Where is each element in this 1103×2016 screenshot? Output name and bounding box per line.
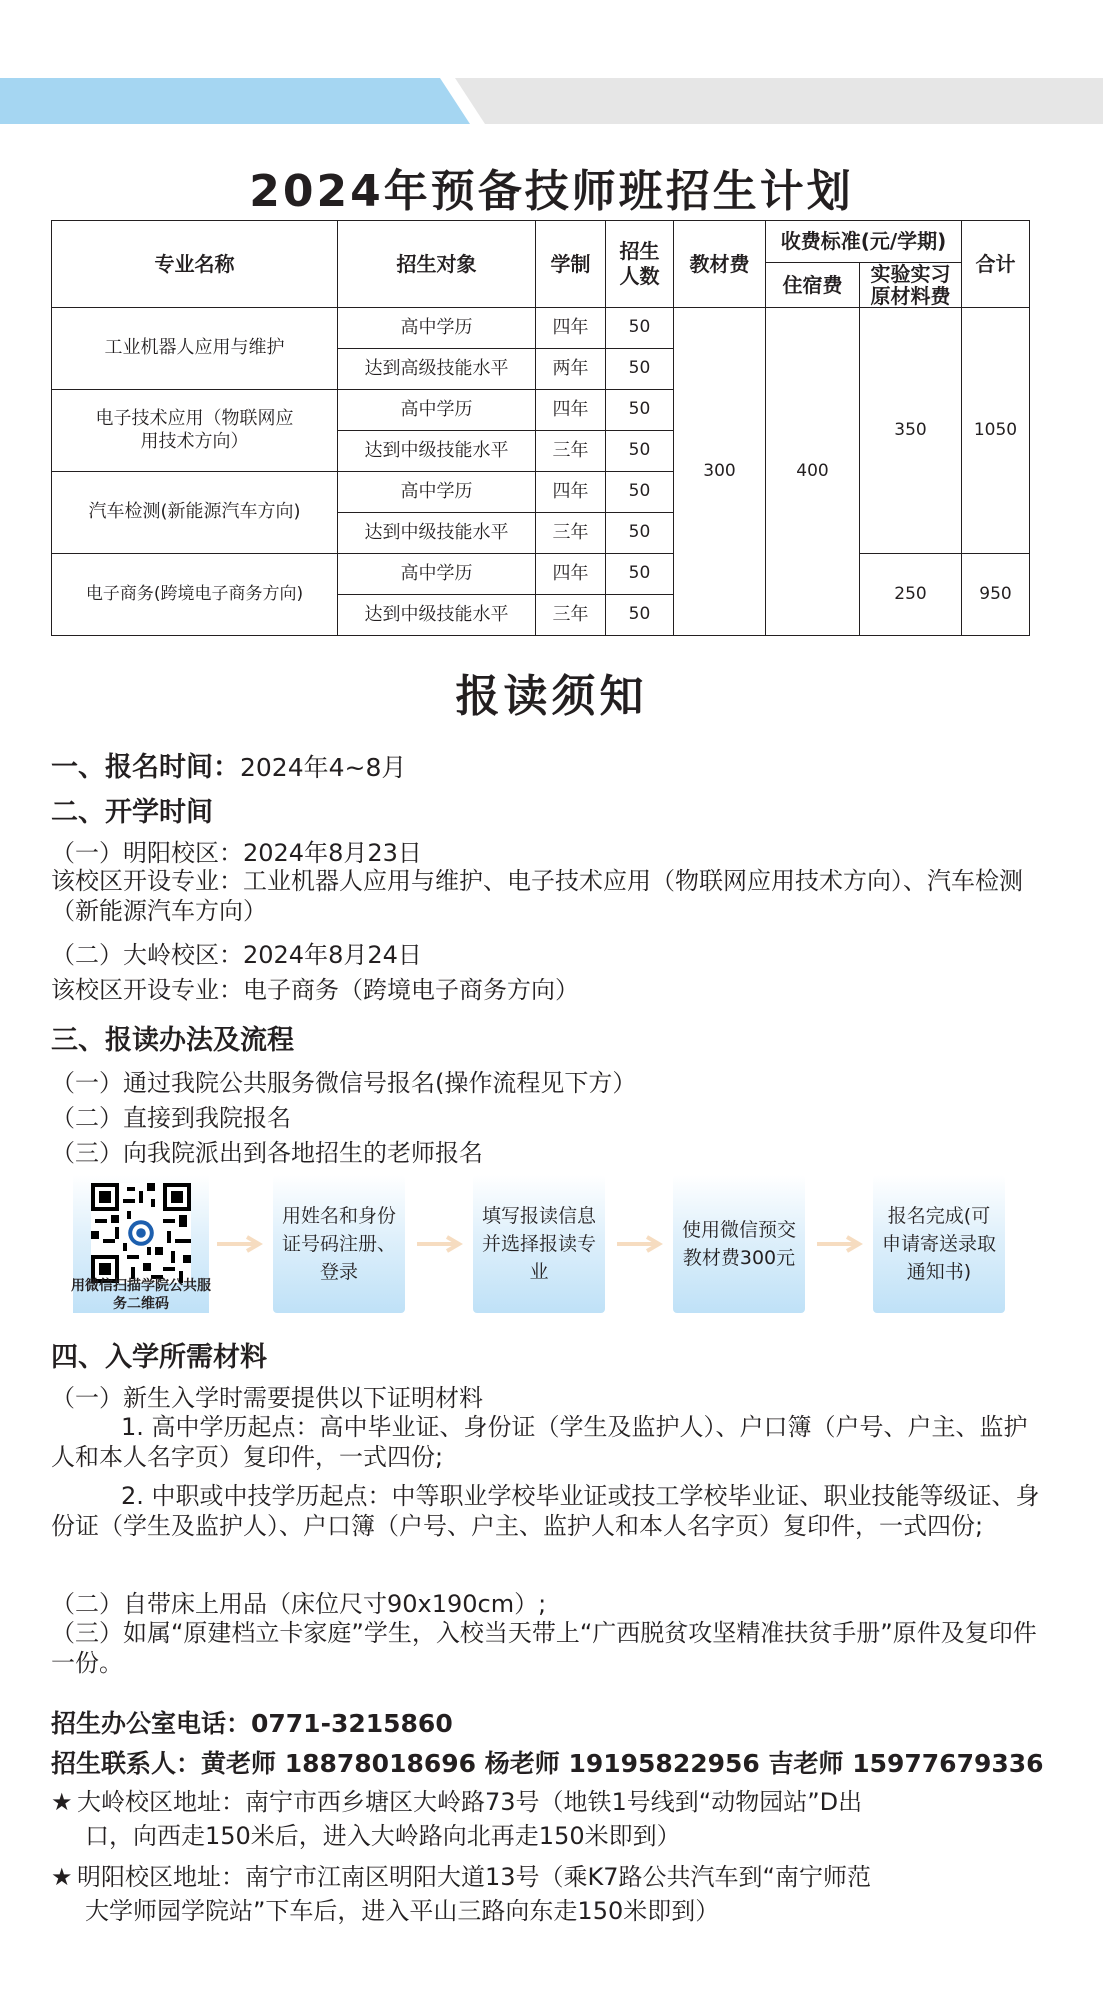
total-cell: 950 (962, 554, 1030, 636)
material-fee-cell: 350 (860, 308, 962, 554)
header-band-grey (455, 78, 1103, 124)
materials-item: 1. 高中学历起点：高中毕业证、身份证（学生及监护人）、户口簿（户号、户主、监护人和本人名字页）复印件，一式四份; (51, 1413, 1028, 1471)
textbook-fee-cell: 300 (674, 308, 766, 636)
table-row (52, 308, 1030, 349)
section-value: 2024年4~8月 (240, 753, 407, 782)
page-title: 2024年预备技师班招生计划 (249, 166, 854, 217)
step-fill-info: 填写报读信息并选择报读专业 (473, 1175, 605, 1313)
quota-cell: 50 (606, 595, 674, 636)
target-cell: 高中学历 (338, 308, 536, 349)
quota-cell: 50 (606, 513, 674, 554)
section-materials: 四、入学所需材料 (51, 1342, 267, 1373)
quota-cell: 50 (606, 431, 674, 472)
target-cell: 高中学历 (338, 390, 536, 431)
process-item: （二）直接到我院报名 (51, 1104, 291, 1132)
section-label: 一、报名时间： (51, 752, 240, 783)
materials-item: （二）自带床上用品（床位尺寸90x190cm）; (51, 1590, 547, 1618)
enrollment-plan-table (51, 220, 1030, 636)
arrow-right-icon (215, 1232, 265, 1256)
header-target: 招生对象 (338, 221, 536, 308)
duration-cell: 三年 (536, 595, 606, 636)
materials-item: （三）如属“原建档立卡家庭”学生，入校当天带上“广西脱贫攻坚精准扶贫手册”原件及复印件一份。 (51, 1619, 1037, 1677)
arrow-right-icon (815, 1232, 865, 1256)
target-cell: 达到中级技能水平 (338, 431, 536, 472)
duration-cell: 四年 (536, 308, 606, 349)
total-cell: 1050 (962, 308, 1030, 554)
arrow-right-icon (415, 1232, 465, 1256)
header-quota: 招生人数 (606, 221, 674, 308)
duration-cell: 四年 (536, 472, 606, 513)
material-fee-cell: 250 (860, 554, 962, 636)
header-band-blue (0, 78, 470, 124)
notice-title: 报读须知 (455, 671, 648, 722)
duration-cell: 三年 (536, 431, 606, 472)
quota-cell: 50 (606, 390, 674, 431)
target-cell: 达到中级技能水平 (338, 513, 536, 554)
campus-mingyang-date: （一）明阳校区：2024年8月23日 (51, 839, 422, 867)
admissions-contacts: 招生联系人：黄老师 18878018696 杨老师 19195822956 吉老师 15977679336 (51, 1749, 1044, 1778)
header-total: 合计 (962, 221, 1030, 308)
quota-cell: 50 (606, 308, 674, 349)
address-text: 大学师园学院站”下车后，进入平山三路向东走150米即到） (85, 1897, 720, 1925)
campus-daling-majors: 该校区开设专业：电子商务（跨境电子商务方向） (51, 976, 579, 1004)
major-cell: 汽车检测(新能源汽车方向) (52, 472, 338, 554)
major-cell: 电子商务(跨境电子商务方向) (52, 554, 338, 636)
materials-item: （一）新生入学时需要提供以下证明材料 (51, 1384, 483, 1412)
quota-cell: 50 (606, 554, 674, 595)
section-process: 三、报读办法及流程 (51, 1025, 294, 1056)
target-cell: 高中学历 (338, 472, 536, 513)
duration-cell: 三年 (536, 513, 606, 554)
qr-caption: 用微信扫描学院公共服务二维码 (71, 1278, 211, 1312)
major-cell (52, 390, 338, 472)
step-register: 用姓名和身份证号码注册、登录 (273, 1175, 405, 1313)
quota-cell: 50 (606, 472, 674, 513)
header-dorm: 住宿费 (766, 263, 860, 308)
quota-cell: 50 (606, 349, 674, 390)
major-cell: 工业机器人应用与维护 (52, 308, 338, 390)
arrow-right-icon (615, 1232, 665, 1256)
qr-code-icon (91, 1183, 191, 1283)
address-daling (51, 1785, 1031, 1853)
duration-cell: 四年 (536, 554, 606, 595)
header-fee-group: 收费标准(元/学期) (766, 221, 962, 263)
table-row (52, 554, 1030, 595)
star-icon: ★ (51, 1863, 73, 1891)
duration-cell: 两年 (536, 349, 606, 390)
header-major: 专业名称 (52, 221, 338, 308)
admissions-phone: 招生办公室电话：0771-3215860 (51, 1709, 453, 1738)
header-material: 实验实习原材料费 (860, 263, 962, 308)
header-duration: 学制 (536, 221, 606, 308)
step-prepay: 使用微信预交教材费300元 (673, 1175, 805, 1313)
target-cell: 达到中级技能水平 (338, 595, 536, 636)
section-enroll-time (51, 745, 406, 784)
dorm-fee-cell: 400 (766, 308, 860, 636)
target-cell: 达到高级技能水平 (338, 349, 536, 390)
section-start-time: 二、开学时间 (51, 797, 213, 828)
campus-daling-date: （二）大岭校区：2024年8月24日 (51, 941, 422, 969)
address-text: 口，向西走150米后，进入大岭路向北再走150米即到） (85, 1822, 681, 1850)
step-complete: 报名完成(可申请寄送录取通知书) (873, 1175, 1005, 1313)
materials-item: 2. 中职或中技学历起点：中等职业学校毕业证或技工学校毕业证、职业技能等级证、身份证（学生及监护人）、户口簿（户号、户主、监护人和本人名字页）复印件，一式四份; (51, 1482, 1040, 1540)
major-text: 电子技术应用（物联网应用技术方向） (95, 408, 294, 452)
target-cell: 高中学历 (338, 554, 536, 595)
campus-mingyang-majors: 该校区开设专业：工业机器人应用与维护、电子技术应用（物联网应用技术方向）、汽车检测（新能源汽车方向） (51, 867, 1023, 925)
address-text: 明阳校区地址：南宁市江南区明阳大道13号（乘K7路公共汽车到“南宁师范 (77, 1863, 871, 1891)
star-icon: ★ (51, 1788, 73, 1816)
header-textbook: 教材费 (674, 221, 766, 308)
address-mingyang (51, 1860, 1031, 1928)
process-item: （一）通过我院公共服务微信号报名(操作流程见下方） (51, 1069, 637, 1097)
duration-cell: 四年 (536, 390, 606, 431)
process-item: （三）向我院派出到各地招生的老师报名 (51, 1139, 483, 1167)
address-text: 大岭校区地址：南宁市西乡塘区大岭路73号（地铁1号线到“动物园站”D出 (77, 1788, 863, 1816)
